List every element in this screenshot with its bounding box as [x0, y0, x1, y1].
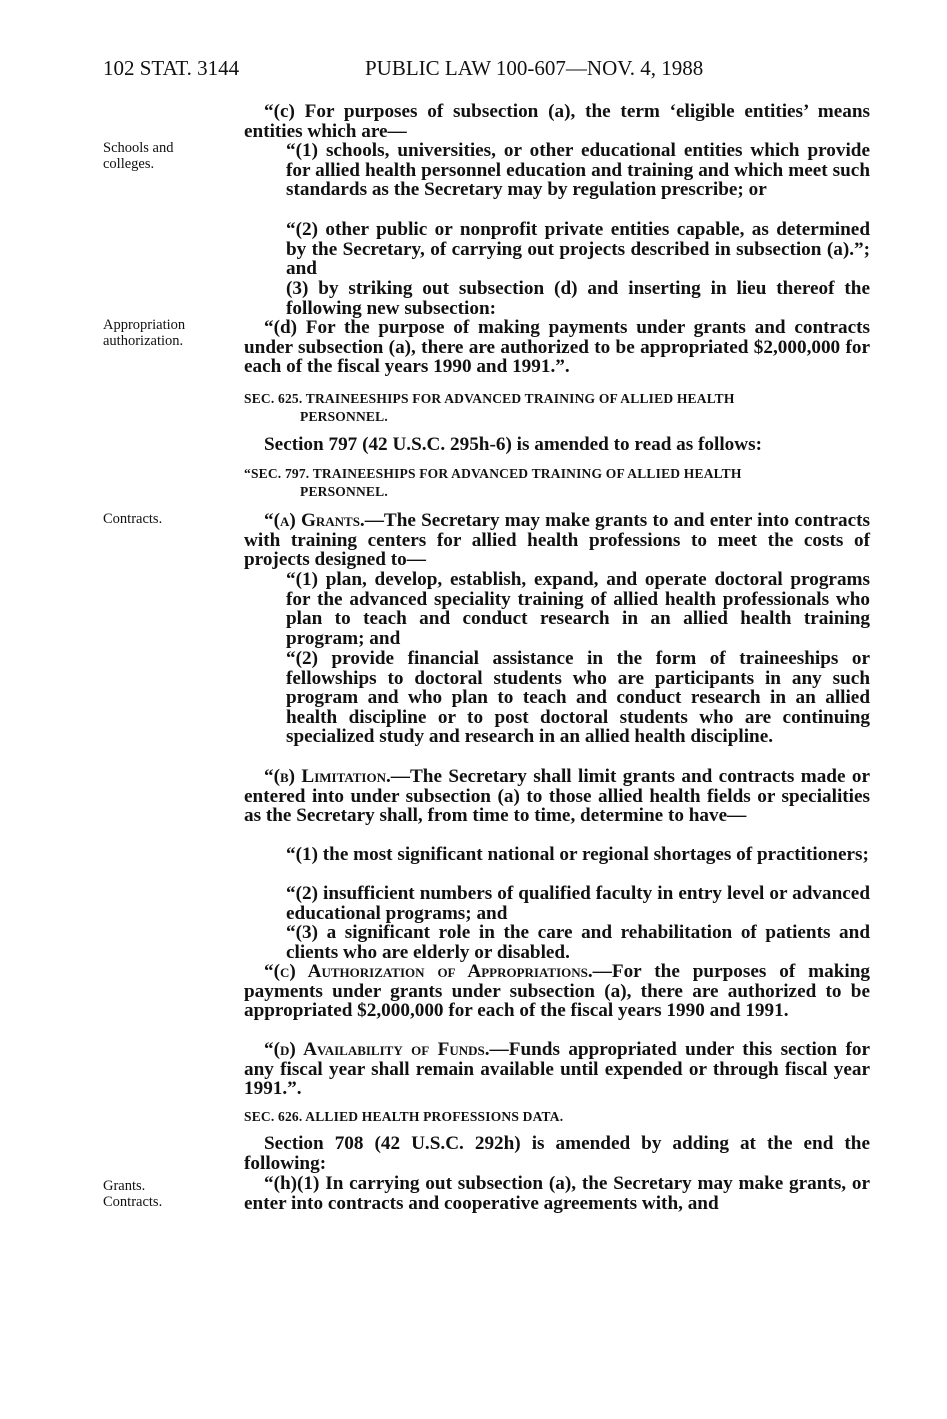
paragraph-b2-text: “(2) insufficient numbers of qualified faculty in entry level or advanced educational programs; and	[286, 883, 870, 924]
section-797-heading	[244, 465, 870, 501]
section-626-heading: SEC. 626. ALLIED HEALTH PROFESSIONS DATA.	[244, 1109, 564, 1124]
margin-note-contracts: Contracts.	[103, 511, 163, 527]
paragraph-a2	[286, 649, 870, 747]
paragraph-a2-text: “(2) provide financial assistance in the form of traineeships or fellowships to doctoral students who are participants in any such program and who plan to teach and conduct research in an allied health discipline or to post doctoral students who are continuing specialized study and research in an allied health discipline.	[286, 648, 870, 748]
law-title: PUBLIC LAW 100-607—NOV. 4, 1988	[365, 56, 704, 80]
page-header	[103, 52, 863, 84]
amendment-item-3-text: (3) by striking out subsection (d) and inserting in lieu thereof the following new subsection:	[286, 278, 870, 319]
section-625-heading-line2: PERSONNEL.	[300, 409, 388, 424]
subsection-c-intro: “(c) For purposes of subsection (a), the term ‘eligible entities’ means entities which are—	[244, 101, 870, 142]
paragraph-c2	[286, 220, 870, 279]
subsection-b-text: —The Secretary shall limit grants and contracts made or entered into under subsection (a) to those allied health fields or specialities as the Secretary shall, from time to time, determine to have—	[244, 766, 870, 827]
paragraph-a1-text: “(1) plan, develop, establish, expand, and operate doctoral programs for the advanced speciality training of allied health professionals who plan to teach and conduct research in an allied health training program; and	[286, 569, 870, 649]
section-797-amendment: Section 797 (42 U.S.C. 295h-6) is amended to read as follows:	[264, 434, 762, 455]
subsection-b-label: “(b) Limitation.	[264, 766, 391, 787]
section-708-amendment: Section 708 (42 U.S.C. 292h) is amended by adding at the end the following:	[244, 1133, 870, 1174]
paragraph-a1	[286, 570, 870, 648]
subsection-d-label: “(d) Availability of Funds.	[264, 1039, 490, 1060]
paragraph-b1-text: “(1) the most significant national or regional shortages of practitioners;	[286, 844, 869, 865]
paragraph-c2-text: “(2) other public or nonprofit private entities capable, as determined by the Secretary, of carrying out projects described in subsection (a).”; and	[286, 219, 870, 280]
subsection-c-label: “(c) Authorization of Appropriations.	[264, 961, 593, 982]
stat-page-number: 102 STAT. 3144	[103, 56, 240, 80]
paragraph-c1-text: “(1) schools, universities, or other educational entities which provide for allied health personnel education and training and which meet such standards as the Secretary may by regulation prescribe; or	[286, 140, 870, 201]
subsection-b-limitation	[244, 767, 870, 826]
paragraph-c1	[286, 141, 870, 200]
subsection-d-text: —Funds appropriated under this section for any fiscal year shall remain available until expended or through fiscal year 1991.”.	[244, 1039, 870, 1100]
paragraph-b3	[286, 923, 870, 962]
paragraph-b1	[286, 845, 870, 865]
margin-note-appropriation: Appropriation authorization.	[103, 317, 186, 349]
subsection-c-text: —For the purposes of making payments under grants under subsection (a), there are authorized to be appropriated $2,000,000 for each of the fiscal years 1990 and 1991.	[244, 961, 870, 1022]
section-797-heading-line2: PERSONNEL.	[300, 484, 388, 499]
paragraph-b3-text: “(3) a significant role in the care and rehabilitation of patients and clients who are elderly or disabled.	[286, 922, 870, 963]
margin-note-grants-contracts: Contracts.	[103, 1194, 163, 1210]
subsection-a-text: —The Secretary may make grants to and enter into contracts with training centers for allied health professions to meet the costs of projects designed to—	[244, 510, 870, 571]
subsection-d-availability	[244, 1040, 870, 1099]
subsection-a-grants	[244, 511, 870, 570]
subsection-h1: “(h)(1) In carrying out subsection (a), the Secretary may make grants, or enter into contracts and cooperative agreements with, and	[244, 1173, 870, 1214]
subsection-c-authorization	[244, 962, 870, 1021]
section-625-heading-line1: SEC. 625. TRAINEESHIPS FOR ADVANCED TRAINING OF ALLIED HEALTH	[244, 391, 735, 406]
subsection-a-label: “(a) Grants.	[264, 510, 365, 531]
margin-note-grants: Grants.	[103, 1178, 146, 1194]
amendment-item-3	[286, 279, 870, 318]
section-625-heading	[244, 390, 870, 426]
paragraph-b2	[286, 884, 870, 923]
section-797-heading-line1: “SEC. 797. TRAINEESHIPS FOR ADVANCED TRAINING OF ALLIED HEALTH	[244, 466, 742, 481]
margin-note-schools: Schools and colleges.	[103, 140, 174, 172]
subsection-d: “(d) For the purpose of making payments under grants and contracts under subsection (a), there are authorized to be appropriated $2,000,000 for each of the fiscal years 1990 and 1991.”.	[244, 317, 870, 378]
